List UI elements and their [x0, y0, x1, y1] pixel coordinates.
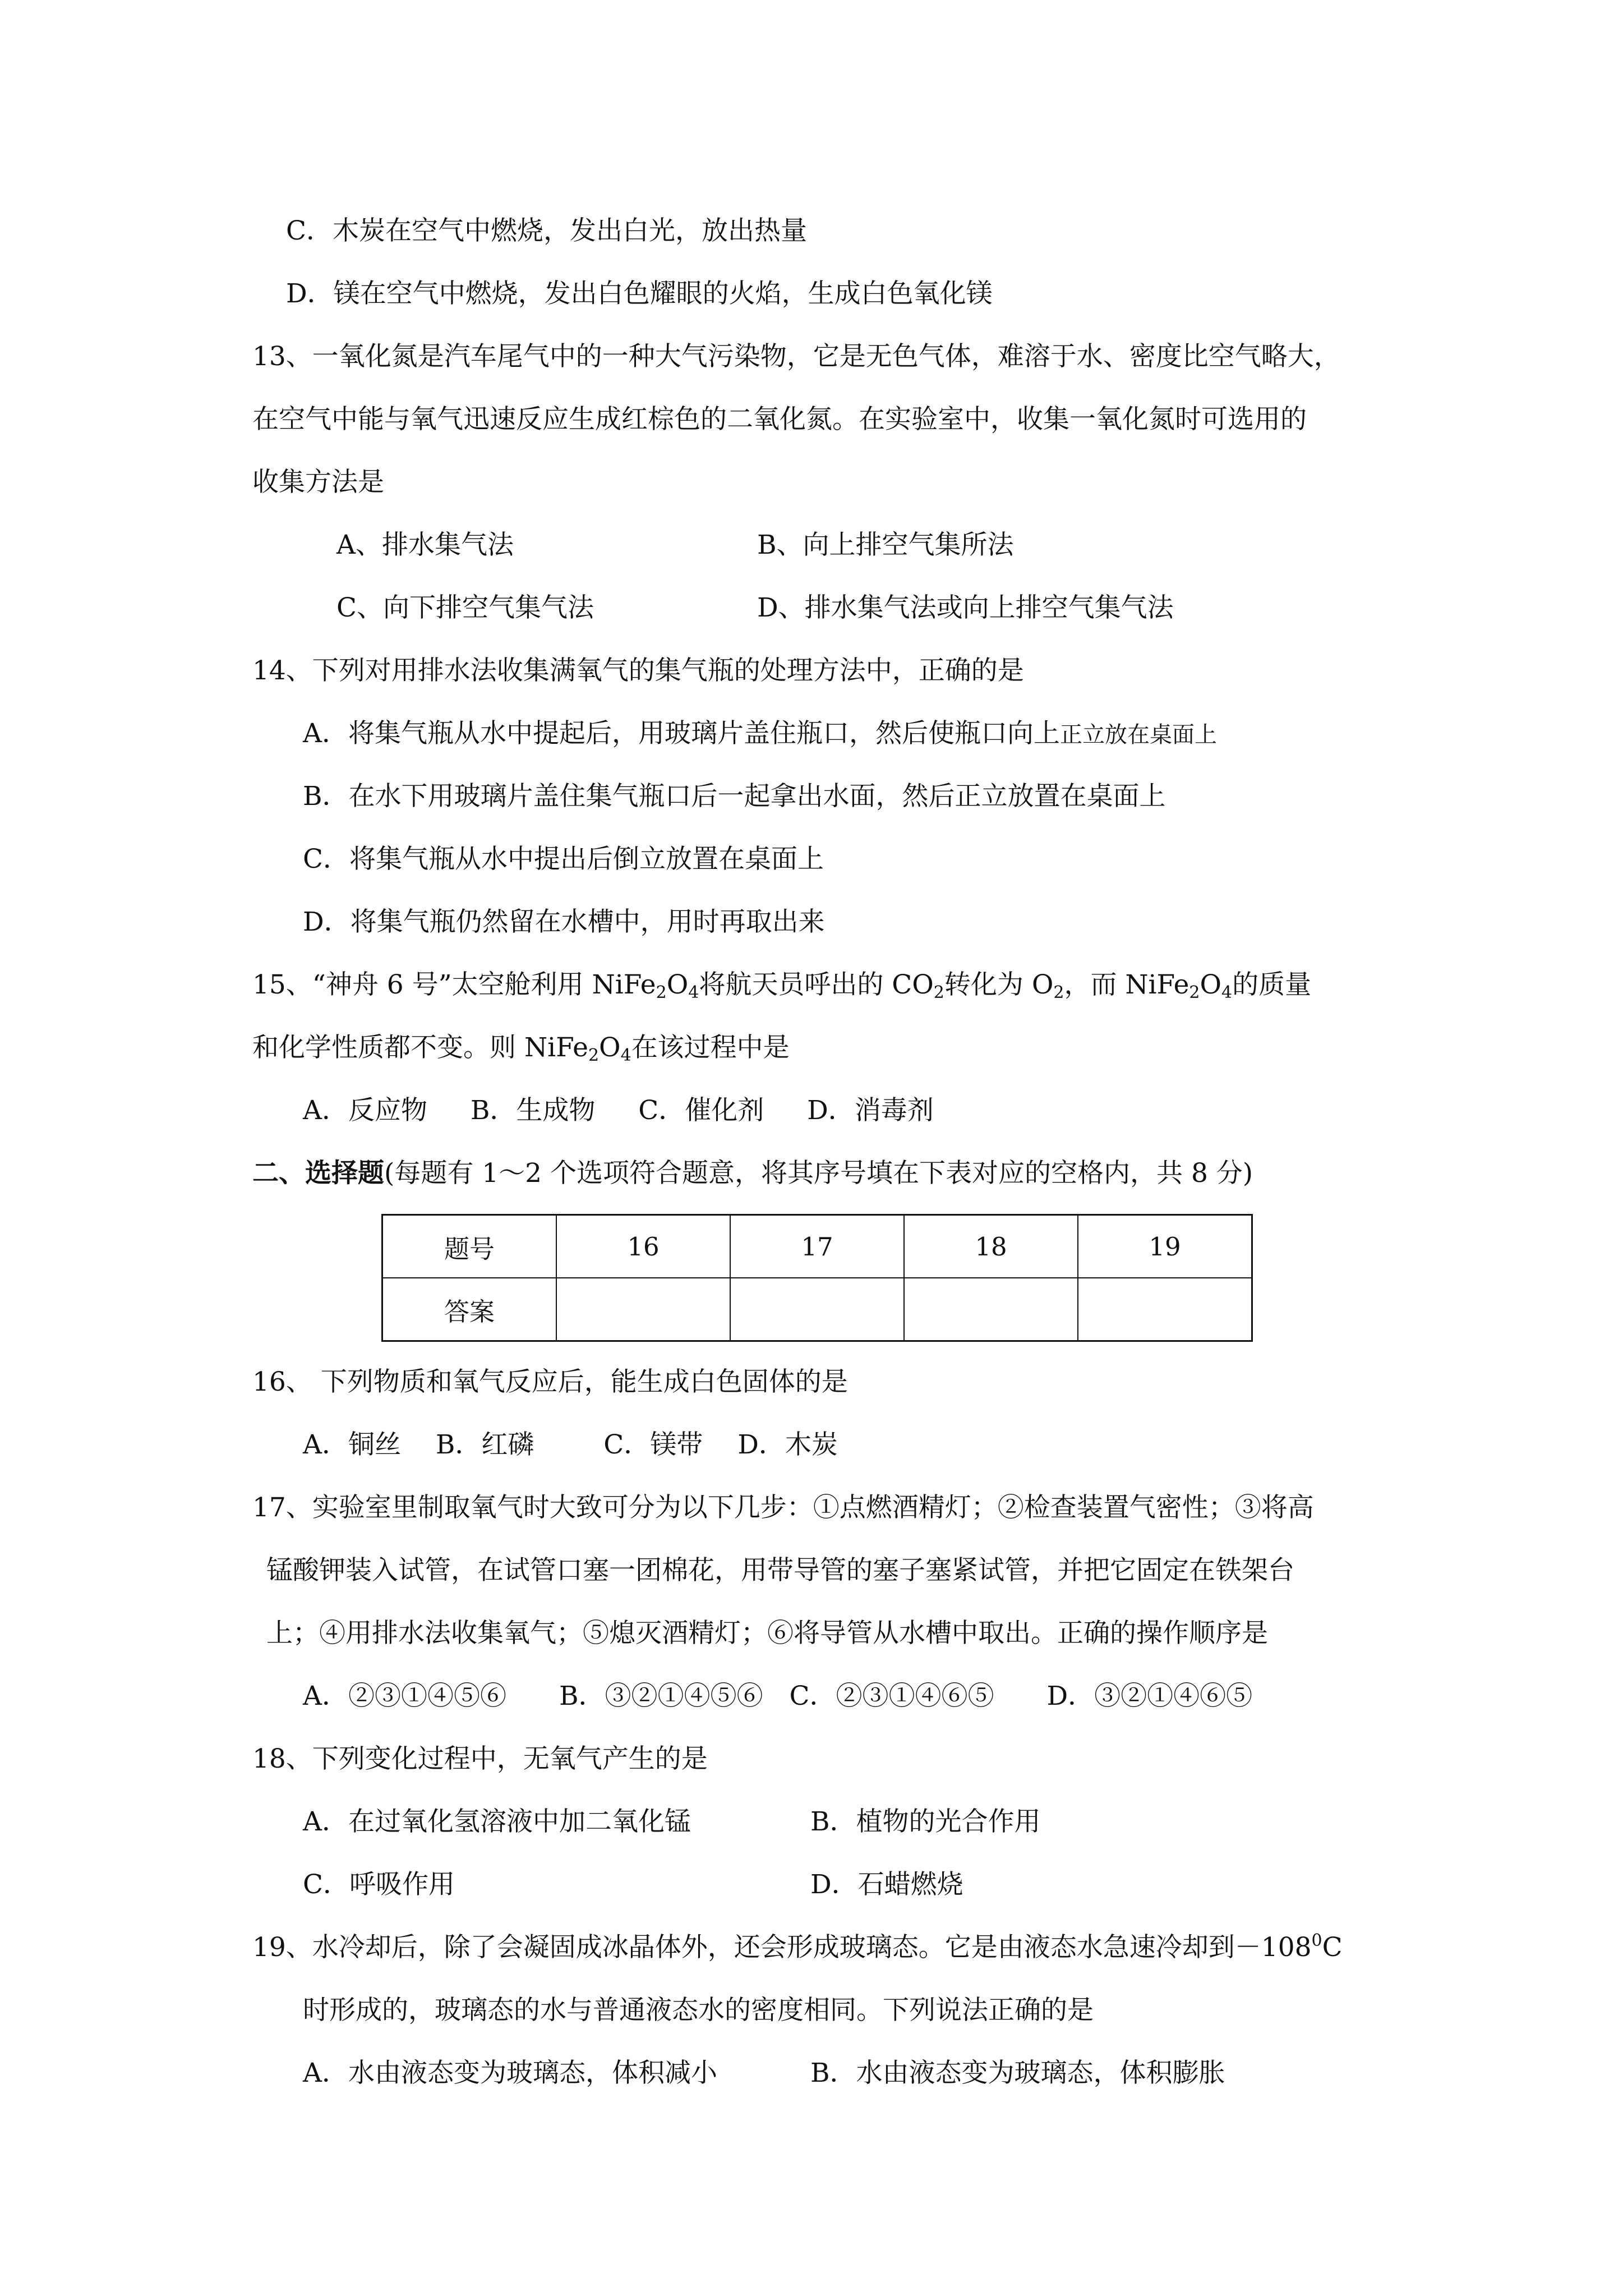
q14-option-a-small-text: 正立放在桌面上	[1059, 722, 1217, 748]
q15-sub: 4	[1221, 983, 1233, 1002]
q15-stem-line2	[252, 1031, 790, 1065]
answer-cell-17[interactable]	[730, 1278, 904, 1341]
q19-stem-line2: 时形成的，玻璃态的水与普通液态水的密度相同。下列说法正确的是	[303, 1995, 1094, 2026]
q15-sub: 2	[933, 983, 944, 1002]
answer-table-answer-row	[382, 1278, 1252, 1341]
q19-text-2: C	[1322, 1932, 1343, 1963]
q18-option-a: A．在过氧化氢溶液中加二氧化锰	[303, 1806, 691, 1837]
section2-heading	[252, 1157, 1253, 1190]
q18-option-b: B．植物的光合作用	[810, 1806, 1041, 1837]
section2-title: 二、选择题	[252, 1158, 384, 1189]
q12-option-c: C．木炭在空气中燃烧，发出白光，放出热量	[286, 215, 807, 246]
q19-stem-line1	[252, 1931, 1343, 1964]
q13-stem-line3: 收集方法是	[252, 467, 384, 498]
answer-table	[381, 1214, 1253, 1342]
q17-stem-line2: 锰酸钾装入试管，在试管口塞一团棉花，用带导管的塞子塞紧试管，并把它固定在铁架台	[266, 1555, 1294, 1586]
q16-options: A．铜丝 B．红磷 C．镁带 D．木炭	[303, 1429, 838, 1460]
q14-option-c: C．将集气瓶从水中提出后倒立放置在桌面上	[303, 844, 824, 875]
q15-stem-line1	[252, 968, 1311, 1002]
q13-option-a: A、排水集气法	[336, 530, 514, 560]
q15-text-5: 的质量	[1232, 969, 1312, 1000]
q14-stem: 14、下列对用排水法收集满氧气的集气瓶的处理方法中，正确的是	[252, 655, 1024, 686]
q15-oxygen: O	[666, 969, 689, 1000]
q19-text-1: 19、水冷却后，除了会凝固成冰晶体外，还会形成玻璃态。它是由液态水急速冷却到－108	[252, 1932, 1312, 1963]
q17-stem-line3: 上；④用排水法收集氧气；⑤熄灭酒精灯；⑥将导管从水槽中取出。正确的操作顺序是	[266, 1618, 1268, 1649]
q15-text-2: 将航天员呼出的 CO	[699, 969, 934, 1000]
q14-option-a-text: A．将集气瓶从水中提起后，用玻璃片盖住瓶口，然后使瓶口向上	[303, 718, 1060, 749]
answer-table-row-label: 答案	[382, 1278, 557, 1341]
q13-option-d: D、排水集气法或向上排空气集气法	[757, 592, 1174, 623]
answer-table-header-cell: 题号	[382, 1215, 557, 1278]
q15-text-7: 在该过程中是	[631, 1032, 790, 1063]
q14-option-b: B．在水下用玻璃片盖住集气瓶口后一起拿出水面，然后正立放置在桌面上	[303, 781, 1166, 812]
answer-cell-16[interactable]	[556, 1278, 730, 1341]
answer-cell-18[interactable]	[904, 1278, 1078, 1341]
answer-table-header-cell: 17	[730, 1215, 904, 1278]
q15-sub: 4	[620, 1046, 631, 1065]
q14-option-d: D．将集气瓶仍然留在水槽中，用时再取出来	[303, 907, 825, 937]
q13-option-b: B、向上排空气集所法	[757, 530, 1014, 560]
q19-option-a: A．水由液态变为玻璃态，体积减小	[303, 2058, 717, 2088]
q15-text-6: 和化学性质都不变。则 NiFe	[252, 1032, 588, 1063]
q15-oxygen: O	[599, 1032, 621, 1063]
q17-stem-line1: 17、实验室里制取氧气时大致可分为以下几步：①点燃酒精灯；②检查装置气密性；③将高	[252, 1492, 1314, 1523]
q13-stem-line1: 13、一氧化氮是汽车尾气中的一种大气污染物，它是无色气体，难溶于水、密度比空气略大，	[252, 341, 1340, 372]
answer-cell-19[interactable]	[1078, 1278, 1252, 1341]
section2-note: (每题有 1～2 个选项符合题意，将其序号填在下表对应的空格内，共 8 分)	[384, 1158, 1253, 1189]
q18-option-d: D．石蜡燃烧	[810, 1869, 963, 1900]
q14-option-a	[303, 717, 1217, 752]
q15-sub: 4	[688, 983, 699, 1002]
q16-stem: 16、 下列物质和氧气反应后，能生成白色固体的是	[252, 1366, 848, 1397]
q17-options: A．②③①④⑤⑥ B．③②①④⑤⑥ C．②③①④⑥⑤ D．③②①④⑥⑤	[303, 1681, 1253, 1711]
q15-text-1: 15、“神舟 6 号”太空舱利用 NiFe	[252, 969, 656, 1000]
q15-text-4: ，而 NiFe	[1064, 969, 1189, 1000]
answer-table-header-cell: 18	[904, 1215, 1078, 1278]
q12-option-d: D．镁在空气中燃烧，发出白色耀眼的火焰，生成白色氧化镁	[286, 278, 993, 309]
q19-degree-sup: 0	[1311, 1931, 1322, 1950]
q15-sub: 2	[1053, 983, 1064, 1002]
q13-stem-line2: 在空气中能与氧气迅速反应生成红棕色的二氧化氮。在实验室中，收集一氧化氮时可选用的	[252, 404, 1307, 435]
q13-option-c: C、向下排空气集气法	[336, 592, 594, 623]
q18-option-c: C．呼吸作用	[303, 1869, 455, 1900]
q15-sub: 2	[588, 1046, 600, 1065]
q15-sub: 2	[656, 983, 667, 1002]
q15-sub: 2	[1189, 983, 1200, 1002]
answer-table-header-cell: 16	[556, 1215, 730, 1278]
answer-table-header-cell: 19	[1078, 1215, 1252, 1278]
q19-option-b: B．水由液态变为玻璃态，体积膨胀	[810, 2058, 1225, 2088]
q15-options: A．反应物 B．生成物 C．催化剂 D．消毒剂	[303, 1095, 934, 1126]
q15-oxygen: O	[1200, 969, 1222, 1000]
q15-text-3: 转化为 O	[944, 969, 1054, 1000]
answer-table-header-row	[382, 1215, 1252, 1278]
q18-stem: 18、下列变化过程中，无氧气产生的是	[252, 1743, 708, 1774]
